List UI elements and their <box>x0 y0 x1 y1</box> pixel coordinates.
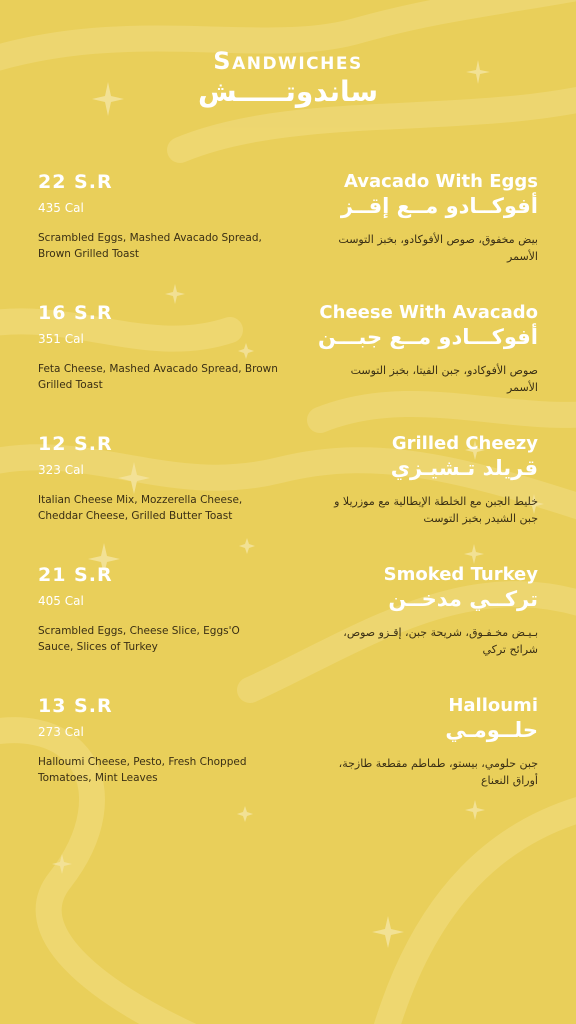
item-calories: 405 Cal <box>38 594 84 608</box>
item-calories: 323 Cal <box>38 463 84 477</box>
item-name-ar: أفوكـــادو مــع جبـــن <box>317 325 538 349</box>
item-description-en: Feta Cheese, Mashed Avacado Spread, Brown Grilled Toast <box>38 363 278 391</box>
item-description-ar: خليط الجبن مع الخلطة الإيطالية مع موزريلا و جبن الشيدر بخبز التوست <box>334 495 538 525</box>
sparkle-icon <box>372 916 404 948</box>
item-price: 22 S.R <box>38 171 113 193</box>
item-description-ar: جبن حلومي، بيستو، طماطم مقطعة طازجة، أوراق النعناع <box>338 757 538 787</box>
menu-item <box>0 694 576 814</box>
item-description-en: Italian Cheese Mix, Mozzerella Cheese, Cheddar Cheese, Grilled Butter Toast <box>38 494 243 522</box>
item-name-en: Halloumi <box>448 695 538 716</box>
menu-item <box>0 301 576 421</box>
item-price: 12 S.R <box>38 433 113 455</box>
item-calories: 273 Cal <box>38 725 84 739</box>
item-calories: 351 Cal <box>38 332 84 346</box>
item-name-en: Grilled Cheezy <box>391 433 538 454</box>
item-description-en: Scrambled Eggs, Mashed Avacado Spread, Brown Grilled Toast <box>38 232 262 260</box>
item-name-en: Avacado With Eggs <box>344 171 538 192</box>
item-name-ar: تركــي مدخــن <box>388 587 538 611</box>
item-description-ar: صوص الأفوكادو، جبن الفيتا، بخبز التوست الأسمر <box>350 364 538 394</box>
section-title-en: Sandwiches <box>213 47 363 75</box>
item-name-ar: قريلد تـشيـزي <box>390 456 538 480</box>
item-description-ar: بيض مخفوق، صوص الأفوكادو، بخبز التوست الأسمر <box>338 233 538 263</box>
menu-item <box>0 432 576 552</box>
item-name-en: Cheese With Avacado <box>319 302 538 323</box>
section-title-ar: ساندوتـــــش <box>197 75 379 108</box>
item-description-ar: بـيـض مخـفـوق، شريحة جبن، إقـزو صوص، شرائح تركي <box>343 626 538 656</box>
item-calories: 435 Cal <box>38 201 84 215</box>
item-name-en: Smoked Turkey <box>383 564 538 585</box>
menu-item <box>0 563 576 683</box>
item-description-en: Scrambled Eggs, Cheese Slice, Eggs'O Sauce, Slices of Turkey <box>38 625 240 653</box>
item-price: 16 S.R <box>38 302 113 324</box>
item-name-ar: حلــومـي <box>445 718 538 742</box>
menu-header <box>0 46 576 108</box>
item-name-ar: أفوكــادو مــع إقــز <box>340 194 538 218</box>
menu-item <box>0 170 576 290</box>
item-description-en: Halloumi Cheese, Pesto, Fresh Chopped Tomatoes, Mint Leaves <box>38 756 247 784</box>
item-price: 21 S.R <box>38 564 113 586</box>
item-price: 13 S.R <box>38 695 113 717</box>
